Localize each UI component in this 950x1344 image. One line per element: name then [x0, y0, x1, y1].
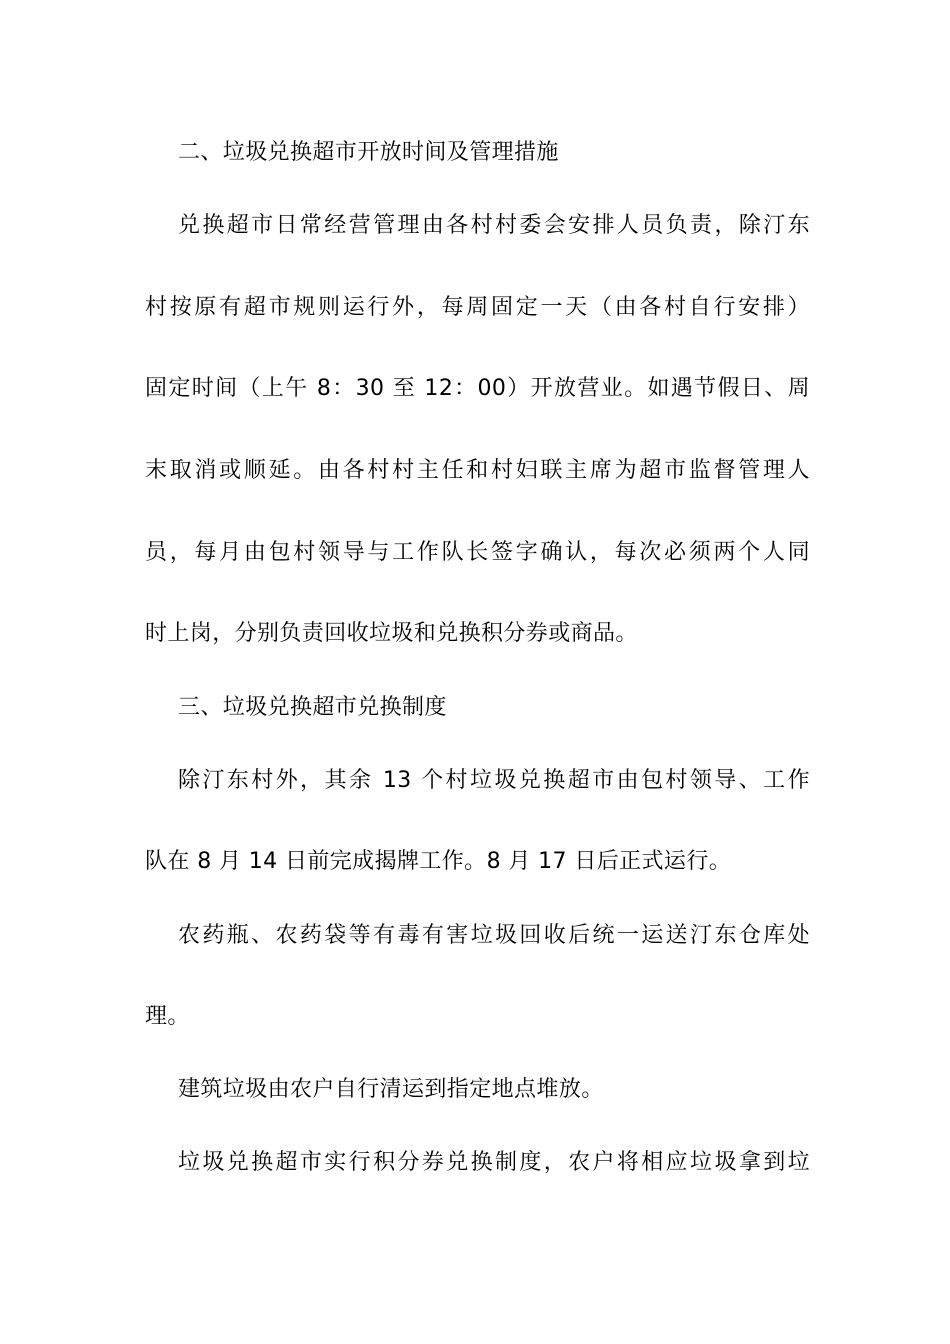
section-heading-3: 三、垃圾兑换超市兑换制度	[178, 695, 447, 720]
paragraph-line: 时上岗，分别负责回收垃圾和兑换积分券或商品。	[145, 621, 638, 646]
paragraph-line: 除汀东村外，其余 13 个村垃圾兑换超市由包村领导、工作	[178, 768, 810, 793]
paragraph-line: 村按原有超市规则运行外，每周固定一天（由各村自行安排）	[145, 295, 810, 320]
paragraph-line: 固定时间（上午 8：30 至 12：00）开放营业。如遇节假日、周	[145, 376, 810, 401]
paragraph-line: 兑换超市日常经营管理由各村村委会安排人员负责，除汀东	[178, 213, 810, 238]
section-heading-2: 二、垃圾兑换超市开放时间及管理措施	[178, 140, 559, 165]
paragraph-line: 建筑垃圾由农户自行清运到指定地点堆放。	[178, 1077, 604, 1102]
paragraph-line: 垃圾兑换超市实行积分券兑换制度，农户将相应垃圾拿到垃	[178, 1150, 810, 1175]
paragraph-line: 队在 8 月 14 日前完成揭牌工作。8 月 17 日后正式运行。	[145, 849, 732, 874]
paragraph-line: 员，每月由包村领导与工作队长签字确认，每次必须两个人同	[145, 540, 810, 565]
paragraph-line: 农药瓶、农药袋等有毒有害垃圾回收后统一运送汀东仓库处	[178, 923, 810, 948]
paragraph-line: 末取消或顺延。由各村村主任和村妇联主席为超市监督管理人	[145, 458, 810, 483]
paragraph-line: 理。	[145, 1004, 190, 1029]
